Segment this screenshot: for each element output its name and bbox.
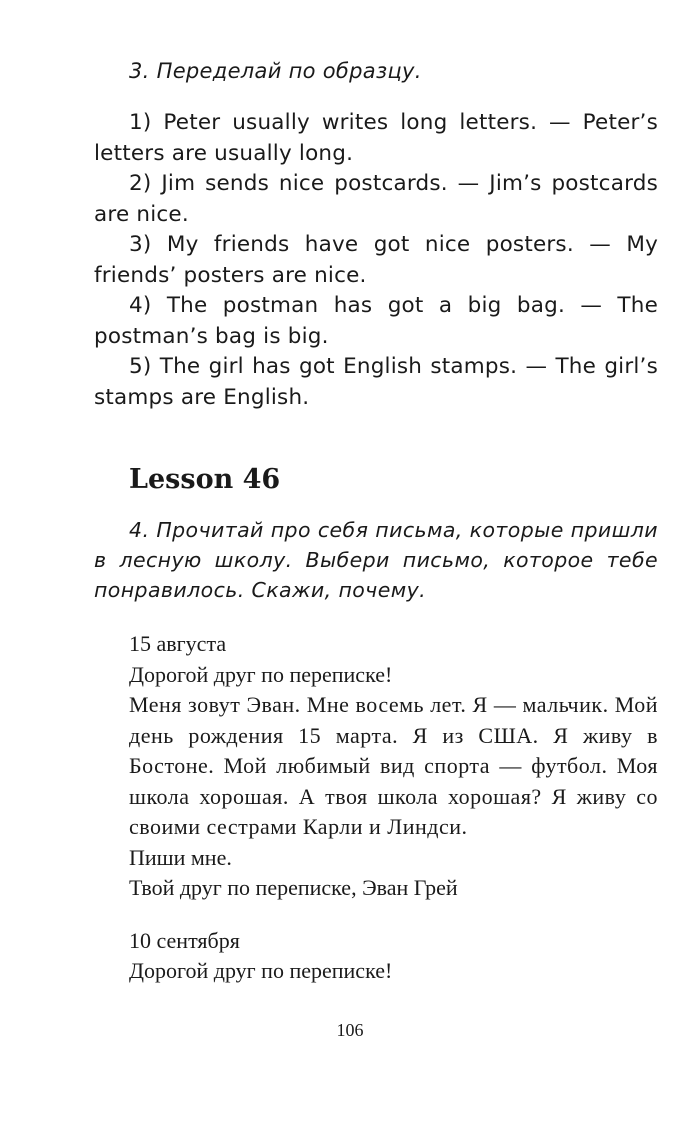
exercise-item: 5) The girl has got English stamps. — The girl’s stamps are English. bbox=[94, 354, 658, 410]
letter-greeting: Дорогой друг по переписке! bbox=[129, 958, 393, 983]
exercise-3-heading: 3. Переделай по образцу. bbox=[129, 59, 422, 83]
exercise-item: 1) Peter usually writes long letters. — Peter’s letters are usually long. bbox=[94, 110, 658, 166]
letter-date: 15 августа bbox=[129, 631, 227, 656]
exercise-3-list bbox=[94, 108, 658, 413]
exercise-item: 4) The postman has got a big bag. — The postman’s bag is big. bbox=[94, 293, 658, 349]
exercise-item: 3) My friends have got nice posters. — My friends’ posters are nice. bbox=[94, 232, 658, 288]
letter-1 bbox=[94, 629, 658, 904]
letter-date: 10 сентября bbox=[129, 927, 240, 953]
page-number: 106 bbox=[336, 1020, 364, 1040]
lesson-title: Lesson 46 bbox=[129, 464, 281, 495]
letter-2 bbox=[94, 926, 658, 987]
letter-closing: Пиши мне. bbox=[129, 844, 232, 870]
exercise-item: 2) Jim sends nice postcards. — Jim’s postcards are nice. bbox=[94, 171, 658, 227]
letter-signature: Твой друг по переписке, Эван Грей bbox=[129, 875, 458, 900]
letter-body: Меня зовут Эван. Мне восемь лет. Я — мальчик. Мой день рождения 15 марта. Я из США. Я живу в Бостоне. Мой любимый вид спорта — футбол. Моя школа хорошая. А твоя школа хорошая? Я живу со своими сестрами Карли и Линдси. bbox=[129, 692, 658, 839]
page-content bbox=[94, 56, 658, 987]
exercise-4-instruction: 4. Прочитай про себя письма, которые пришли в лесную школу. Выбери письмо, которое тебе понравилось. Скажи, почему. bbox=[94, 518, 658, 602]
letter-greeting: Дорогой друг по переписке! bbox=[129, 661, 393, 687]
